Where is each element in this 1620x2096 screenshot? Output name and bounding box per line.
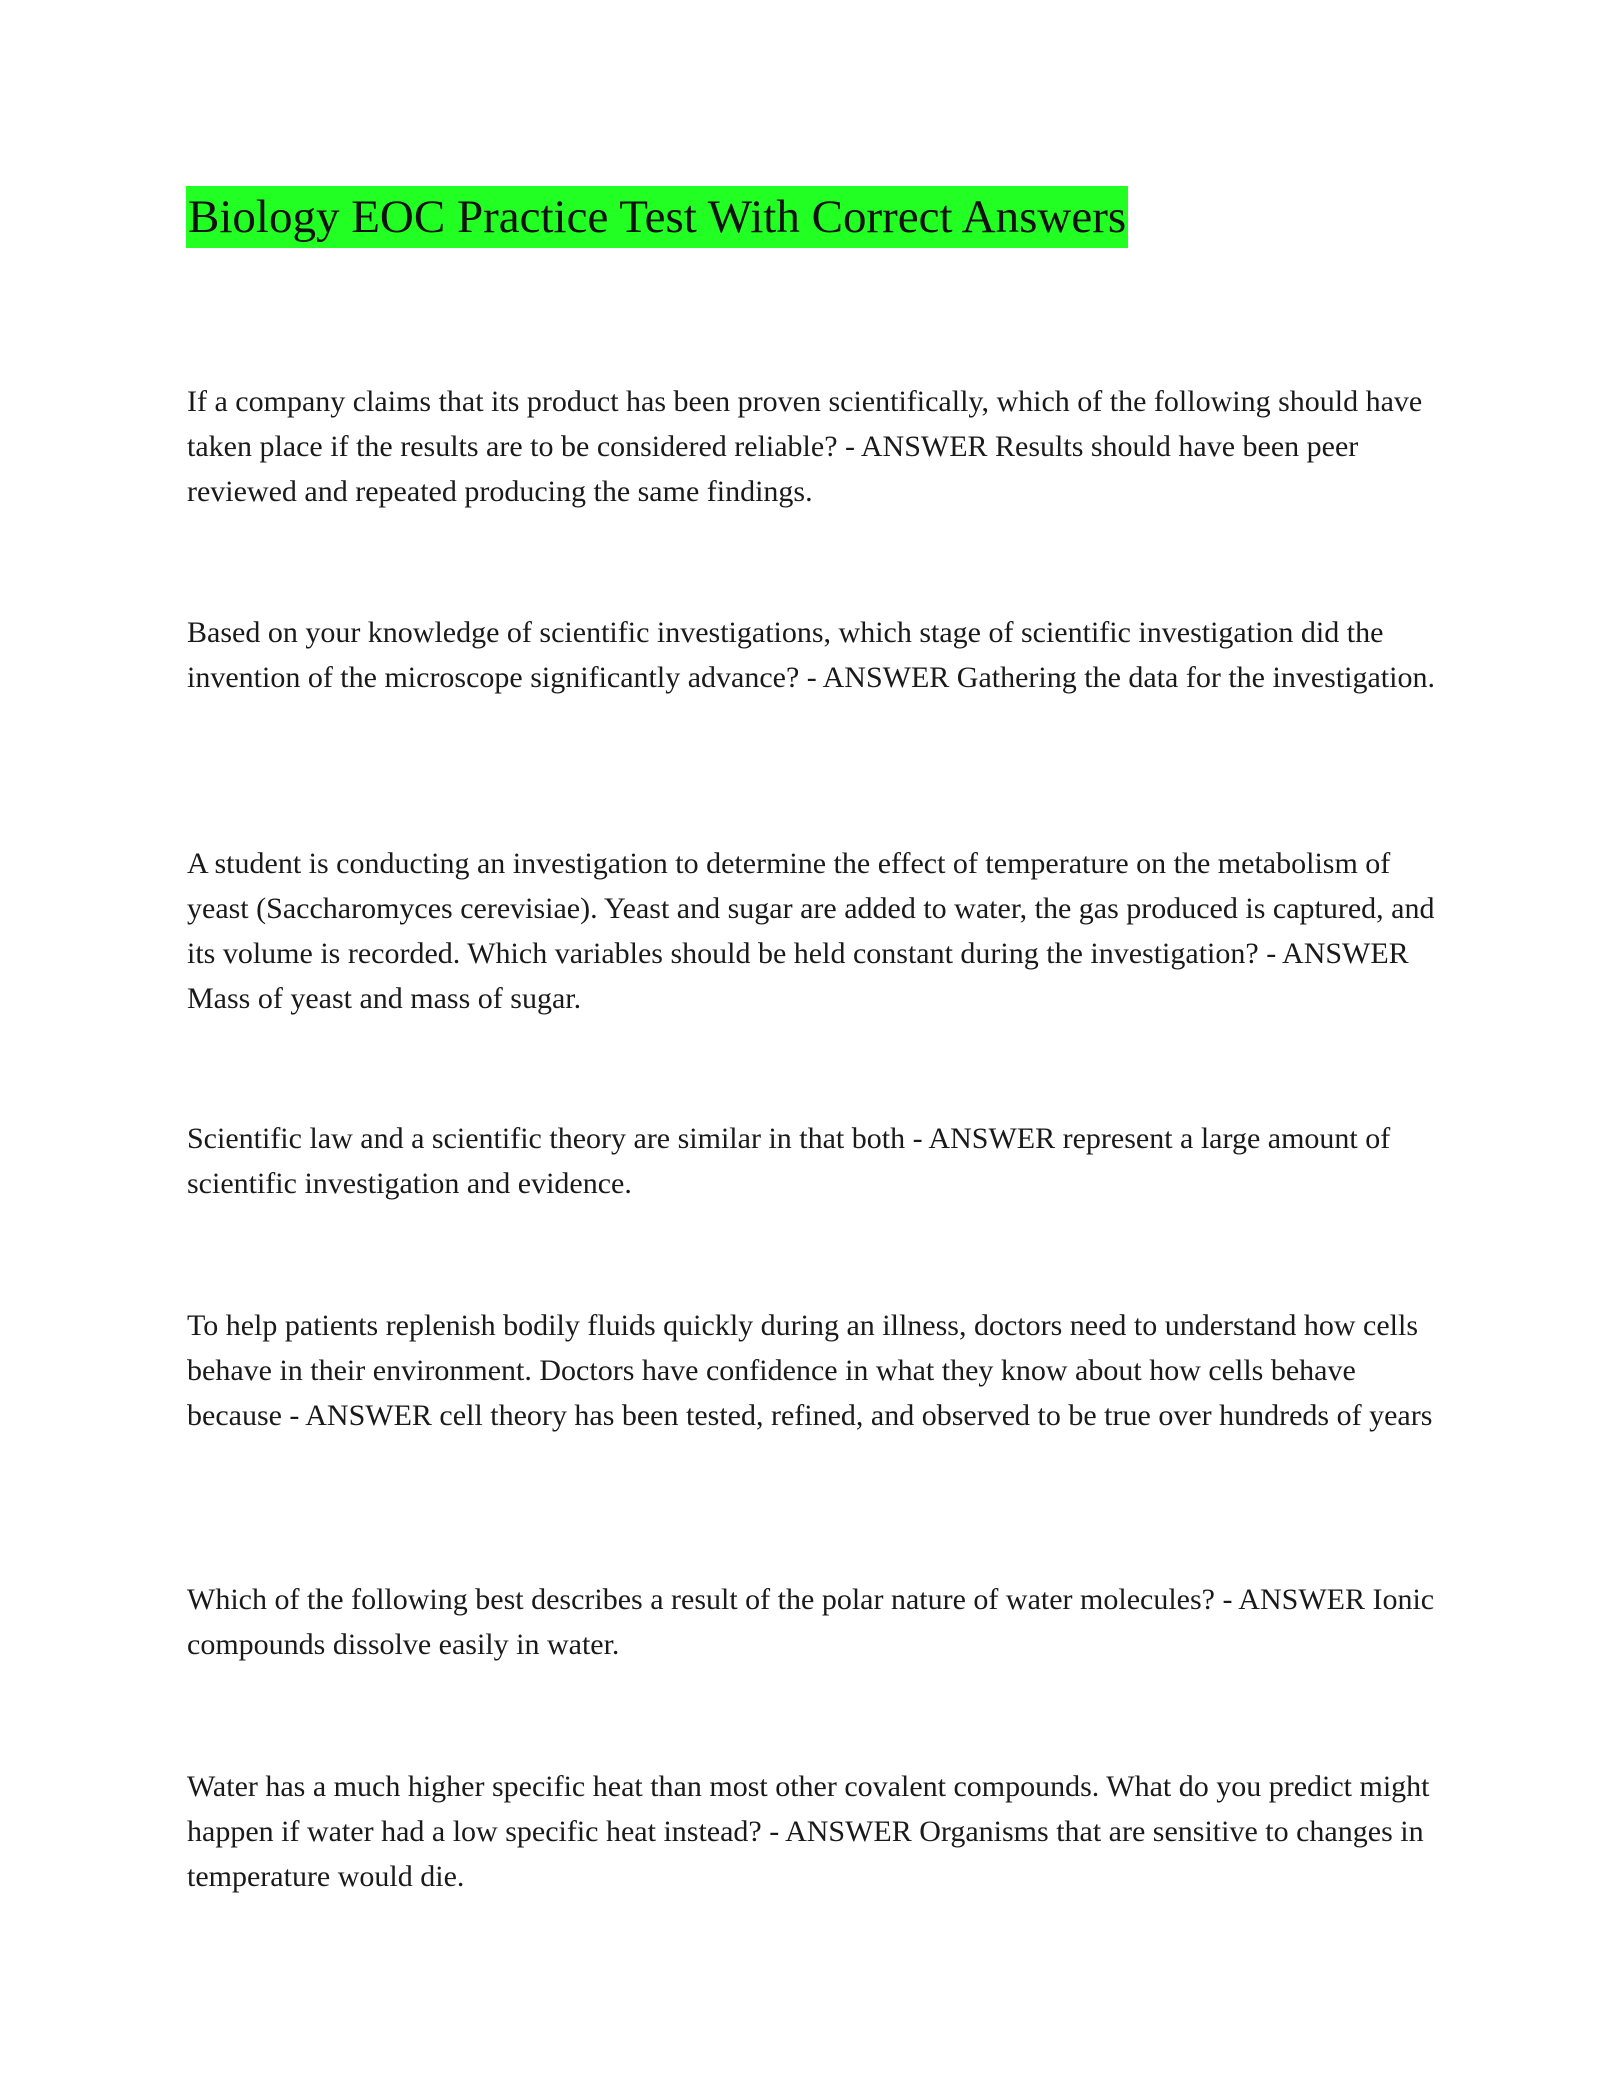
question-answer-item: Scientific law and a scientific theory are similar in that both - ANSWER represent a large amount of scientific investigation and evidence. [187, 1122, 1391, 1200]
question-answer-item: If a company claims that its product has been proven scientifically, which of the following should have taken place if the results are to be considered reliable? - ANSWER Results should have been peer reviewed and repeated producing the same findings. [187, 385, 1423, 508]
question-answer-item: A student is conducting an investigation to determine the effect of temperature on the metabolism of yeast (Saccharomyces cerevisiae). Yeast and sugar are added to water, the gas produced is captured, and its volume is recorded. Which variables should be held constant during the investigation? - ANSWER Mass of yeast and mass of sugar. [187, 847, 1435, 1015]
question-answer-item: Which of the following best describes a result of the polar nature of water molecules? - ANSWER Ionic compounds dissolve easily in water. [187, 1583, 1435, 1661]
question-answer-item: Water has a much higher specific heat than most other covalent compounds. What do you predict might happen if water had a low specific heat instead? - ANSWER Organisms that are sensitive to changes in temperature would die. [187, 1770, 1430, 1893]
document-title: Biology EOC Practice Test With Correct Answers [186, 186, 1128, 248]
question-answer-item: Based on your knowledge of scientific investigations, which stage of scientific investigation did the invention of the microscope significantly advance? - ANSWER Gathering the data for the investigation. [187, 616, 1435, 694]
title-block [186, 186, 1436, 248]
question-answer-item: To help patients replenish bodily fluids quickly during an illness, doctors need to understand how cells behave in their environment. Doctors have confidence in what they know about how cells behave because - ANSWER cell theory has been tested, refined, and observed to be true over hundreds of years [187, 1309, 1433, 1432]
